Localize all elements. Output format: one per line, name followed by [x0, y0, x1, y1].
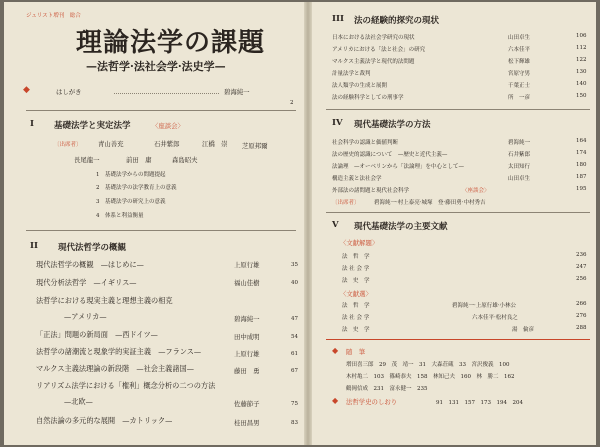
- toc-entry-title: 計量法学と裁判: [332, 71, 371, 77]
- toc-entry-page: 266: [576, 301, 587, 307]
- toc-entry-page: 187: [576, 174, 587, 180]
- toc-entry-title: 法 史 学: [342, 327, 370, 333]
- toc-entry-page: 54: [291, 334, 298, 340]
- toc-entry-page: 40: [291, 280, 298, 286]
- preface-label: はしがき: [56, 88, 82, 96]
- toc-entry-title: 法哲学における現実主義と理想主義の相克: [36, 296, 173, 305]
- left-page: [4, 2, 304, 445]
- toc-entry-author: 碧海純一·上原行雄·小林公: [452, 303, 516, 309]
- toc-entry-page: 164: [576, 138, 587, 144]
- toc-entry-author: 湯 倫彦: [512, 327, 535, 333]
- toc-entry-author: 石井紫郎: [508, 152, 531, 158]
- toc-entry-page: 256: [576, 276, 587, 282]
- toc-entry-page: 140: [576, 81, 587, 87]
- section-numeral: V: [332, 220, 339, 230]
- book-gutter: [304, 2, 312, 445]
- essays-line: 木村亀二 103 篠崎恭夫 158 林知己夫 160 林 勝二 162: [346, 374, 515, 380]
- attendee: 青山善充: [98, 140, 124, 148]
- toc-entry-author: 六本佳平: [508, 47, 531, 53]
- attendee: 長尾龍一: [74, 156, 100, 164]
- toc-entry-author: 山田卓生: [508, 35, 531, 41]
- toc-entry-page: 112: [576, 45, 587, 51]
- magazine-header: ジュリスト増刊 総合: [26, 13, 81, 19]
- page-subtitle: —法哲学·法社会学·法史学—: [86, 60, 226, 73]
- section-numeral: IV: [332, 118, 343, 128]
- divider: [26, 110, 296, 111]
- toc-entry-author: 千葉正士: [508, 83, 531, 89]
- toc-entry-page: 130: [576, 69, 587, 75]
- toc-entry-title: —北欧—: [64, 397, 93, 406]
- toc-entry-title: 日本における法社会学研究の現状: [332, 35, 415, 41]
- toc-entry-title: 外部法の諸問題と現代社会科学: [332, 188, 410, 194]
- toc-entry-title: 現代分析法哲学 —イギリス—: [36, 278, 137, 287]
- subtopic: 2 基礎法学の法学教育上の意義: [96, 185, 177, 191]
- toc-entry-title: 法の歴史的認識について —歴史と近代主義—: [332, 152, 448, 158]
- toc-entry-author: 宮原守男: [508, 71, 531, 77]
- toc-entry-title: 「正法」問題の新局面 —西ドイツ—: [36, 330, 158, 339]
- toc-entry-title: 法 社 会 学: [342, 266, 370, 272]
- toc-entry-title: 法 哲 学: [342, 254, 370, 260]
- subsection-label: 〈文献選〉: [340, 290, 372, 298]
- section-heading: 現代法哲学の概観: [58, 243, 127, 253]
- toc-entry-page: 236: [576, 252, 587, 258]
- toc-entry-author: 六本佳平·松村良之: [472, 315, 518, 321]
- toc-entry-title: マルクス主義法理論の新段階 —社会主義諸国—: [36, 364, 194, 373]
- toc-entry-title: 法 社 会 学: [342, 315, 370, 321]
- subtopic: 1 基礎法学からの問題提起: [96, 172, 166, 178]
- colophon-label: 法哲学史のしおり: [346, 398, 398, 406]
- section-heading: 法の経験的探究の現状: [354, 16, 440, 26]
- preface-author: 碧海純一: [224, 88, 250, 96]
- toc-entry-page: 195: [576, 186, 587, 192]
- toc-entry-page: 67: [291, 368, 298, 374]
- toc-entry-page: 276: [576, 313, 587, 319]
- toc-entry-author: 上原行雄: [234, 350, 260, 358]
- preface-page: 2: [290, 100, 294, 106]
- toc-entry-page: 83: [291, 420, 298, 426]
- toc-entry-author: 藤田 勇: [234, 367, 260, 375]
- divider: [326, 109, 590, 110]
- attendee: 芝原邦爾: [242, 142, 268, 150]
- toc-entry-title: 現代法哲学の概観 —はじめに—: [36, 260, 144, 269]
- toc-entry-page: 106: [576, 33, 587, 39]
- toc-entry-title: 社会科学の認識と価値判断: [332, 140, 399, 146]
- section-heading: 現代基礎法学の主要文献: [354, 222, 448, 232]
- leader-dots: [114, 93, 219, 94]
- subtopic: 3 基礎法学の研究上の意義: [96, 199, 166, 205]
- toc-entry-author: 桂田昌男: [234, 419, 260, 427]
- toc-entry-author: 碧海純一: [508, 140, 531, 146]
- essays-label: 随 筆: [346, 348, 366, 356]
- toc-entry-title: —アメリカ—: [64, 312, 107, 321]
- toc-entry-author: 碧海純一: [234, 315, 260, 323]
- toc-entry-author: 田中成明: [234, 333, 260, 341]
- toc-entry-title: 法の経験科学としての刑事学: [332, 95, 404, 101]
- attendee: 前田 庸: [126, 156, 152, 164]
- toc-entry-author: 所 一彦: [508, 95, 531, 101]
- attendee: 石井紫郎: [154, 140, 180, 148]
- attendee: 江橋 崇: [202, 140, 228, 148]
- toc-entry-page: 288: [576, 325, 587, 331]
- toc-entry-title: マルクス主義法学と現代的法問題: [332, 59, 415, 65]
- diamond-icon: ◆: [332, 346, 339, 355]
- toc-entry-author: 山田卓生: [508, 176, 531, 182]
- section-numeral: I: [30, 119, 34, 129]
- subtopic: 4 体系と利益衡量: [96, 213, 144, 219]
- right-page: [312, 2, 596, 445]
- toc-entry-title: 構造主義と法社会学: [332, 176, 382, 182]
- section-numeral: II: [30, 241, 38, 251]
- section-heading: 現代基礎法学の方法: [354, 120, 431, 130]
- toc-entry-title: 自然法論の多元的な展開 —カトリック—: [36, 416, 173, 425]
- toc-entry-page: 75: [291, 401, 298, 407]
- toc-entry-author: 佐藤節子: [234, 400, 260, 408]
- divider: [26, 230, 296, 231]
- roundtable-tag: 〈座談会〉: [462, 188, 490, 194]
- toc-entry-title: 法論理 —オーベリンから「法論理」を中心として—: [332, 164, 465, 170]
- section-heading: 基礎法学と実定法学: [54, 121, 131, 131]
- attendee: 森島昭夫: [172, 156, 198, 164]
- section-numeral: III: [332, 14, 344, 24]
- toc-entry-author: 松下輝雄: [508, 59, 531, 65]
- attendees-label: 〔出席者〕: [332, 200, 360, 206]
- section-tag: 〈座談会〉: [152, 122, 184, 130]
- diamond-icon: ◆: [332, 396, 339, 405]
- toc-entry-page: 150: [576, 93, 587, 99]
- page-title: 理論法学の課題: [76, 28, 266, 58]
- toc-entry-title: 法人類学の生成と展開: [332, 83, 388, 89]
- toc-entry-page: 122: [576, 57, 587, 63]
- attendees-list: 碧海純一·村上泰亮·城塚 登·藤田勇·中村秀吉: [374, 200, 486, 206]
- toc-entry-title: 法哲学の諸潮流と現象学的実証主義 —フランス—: [36, 347, 202, 356]
- divider: [326, 212, 590, 213]
- diamond-icon: ◆: [23, 85, 30, 95]
- book-spread: [4, 2, 596, 445]
- toc-entry-title: 法 哲 学: [342, 303, 370, 309]
- toc-entry-page: 174: [576, 150, 587, 156]
- toc-entry-title: リアリズム法学における「権利」概念分析の二つの方法: [36, 381, 216, 390]
- toc-entry-author: 上原行雄: [234, 261, 260, 269]
- toc-entry-author: 太田知行: [508, 164, 531, 170]
- toc-entry-author: 福山佳樹: [234, 279, 260, 287]
- toc-entry-title: アメリカにおける「法と社会」の研究: [332, 47, 426, 53]
- toc-entry-page: 35: [291, 262, 298, 268]
- subsection-label: 〈文献解題〉: [340, 239, 379, 247]
- colophon-pages: 91 131 157 173 194 204: [436, 400, 523, 406]
- attendees-label: 〔出席者〕: [54, 142, 82, 148]
- toc-entry-title: 法 史 学: [342, 278, 370, 284]
- essays-line: 鶴岡信成 231 富永健一 235: [346, 386, 428, 392]
- toc-entry-page: 47: [291, 316, 298, 322]
- divider: [326, 339, 590, 340]
- essays-line: 増田喜三郎 29 茂 靖一 31 大森荘蔵 33 宮沢俊義 100: [346, 362, 510, 368]
- toc-entry-page: 180: [576, 162, 587, 168]
- toc-entry-page: 61: [291, 351, 298, 357]
- toc-entry-page: 247: [576, 264, 587, 270]
